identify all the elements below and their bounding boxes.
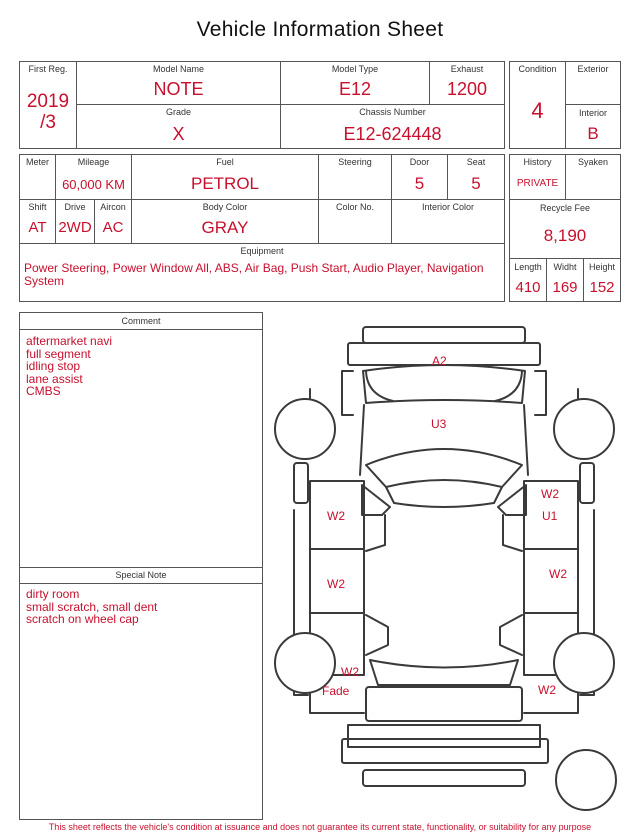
aircon-value: AC [102, 219, 124, 236]
first-reg-year: 2019 [26, 91, 70, 112]
spare-wheel [556, 750, 616, 810]
comment-panel [19, 312, 263, 568]
recycle-fee-label: Recycle Fee [539, 203, 591, 213]
right-front-wheel [554, 399, 614, 459]
body-color-label: Body Color [202, 202, 248, 212]
left-front-wheel [275, 399, 335, 459]
interior-label: Interior [578, 108, 607, 118]
drive-value: 2WD [58, 219, 92, 236]
equipment-cell [19, 243, 505, 302]
aircon-cell [94, 199, 132, 244]
door-label: Door [409, 157, 430, 167]
drive-cell [55, 199, 95, 244]
first-reg-label: First Reg. [28, 64, 68, 74]
grade-cell [76, 104, 281, 149]
special-note-label: Special Note [115, 570, 167, 580]
color-no-label: Color No. [335, 202, 374, 212]
comment-line: lane assist [26, 371, 83, 386]
damage-mark-u1: U1 [542, 509, 558, 523]
damage-mark-left-front: W2 [327, 509, 345, 523]
syaken-cell [565, 154, 621, 200]
history-cell [509, 154, 566, 200]
special-note-line: small scratch, small dent [26, 599, 158, 614]
length-label: Length [514, 262, 542, 272]
special-note-list [26, 588, 157, 626]
seat-cell [447, 154, 505, 200]
history-value: PRIVATE [516, 178, 559, 189]
fuel-value: PETROL [190, 174, 260, 193]
damage-mark-right-front: W2 [541, 487, 559, 501]
shift-label: Shift [28, 202, 47, 212]
comment-list [26, 335, 112, 398]
length-cell [509, 258, 547, 302]
damage-mark-left-rear: W2 [327, 577, 345, 591]
model-type-value: E12 [338, 79, 372, 99]
damage-mark-left-bottom: W2 [341, 665, 359, 679]
mileage-value: 60,000 KM [62, 177, 125, 192]
special-note-line: dirty room [26, 587, 80, 601]
width-value: 169 [552, 279, 578, 296]
equipment-label: Equipment [240, 246, 284, 256]
damage-mark-fade: Fade [322, 684, 350, 698]
damage-mark-right-mid: W2 [549, 567, 567, 581]
car-damage-diagram [270, 315, 630, 835]
comment-line: idling stop [26, 359, 81, 373]
steering-cell [318, 154, 392, 200]
seat-value: 5 [471, 174, 481, 193]
interior-color-cell [391, 199, 505, 244]
seat-label: Seat [466, 157, 486, 167]
special-note-panel [19, 567, 263, 820]
exhaust-value: 1200 [446, 79, 488, 99]
chassis-value: E12-624448 [343, 124, 442, 144]
comment-label: Comment [121, 316, 161, 326]
model-name-value: NOTE [153, 79, 204, 99]
interior-color-label: Interior Color [421, 202, 475, 212]
exterior-cell [565, 61, 621, 105]
width-label: Widht [553, 262, 577, 272]
damage-mark-u3: U3 [431, 417, 447, 431]
damage-mark-a2: A2 [432, 354, 447, 368]
body-color-value: GRAY [201, 218, 249, 237]
recycle-fee-cell [509, 199, 621, 259]
interior-cell [565, 104, 621, 149]
recycle-fee-value: 8,190 [543, 226, 587, 245]
disclaimer-footer: This sheet reflects the vehicle's condition at issuance and does not guarantee its current state, functionality, or suitability for any purpose [48, 822, 592, 832]
meter-cell [19, 154, 56, 200]
sheet-title: Vehicle Information Sheet [196, 18, 444, 41]
door-value: 5 [414, 174, 425, 193]
mileage-cell [55, 154, 132, 200]
aircon-label: Aircon [100, 202, 126, 212]
body-color-cell [131, 199, 319, 244]
grade-label: Grade [165, 107, 191, 117]
exhaust-label: Exhaust [450, 64, 484, 74]
special-note-line: scratch on wheel cap [26, 612, 139, 626]
height-cell [583, 258, 621, 302]
shift-value: AT [28, 219, 47, 236]
comment-line: aftermarket navi [26, 334, 113, 348]
height-value: 152 [589, 279, 615, 296]
grade-value: X [172, 124, 185, 144]
door-cell [391, 154, 448, 200]
fuel-cell [131, 154, 319, 200]
first-reg-cell [19, 61, 77, 149]
exterior-label: Exterior [577, 64, 609, 74]
chassis-label: Chassis Number [359, 107, 426, 117]
comment-line: CMBS [26, 384, 61, 398]
damage-mark-right-bottom: W2 [538, 683, 556, 697]
steering-label: Steering [338, 157, 372, 167]
drive-label: Drive [64, 202, 86, 212]
syaken-label: Syaken [577, 157, 609, 167]
model-type-label: Model Type [331, 64, 379, 74]
model-name-label: Model Name [152, 64, 205, 74]
right-rear-wheel [554, 633, 614, 693]
comment-line: full segment [26, 346, 91, 361]
exhaust-cell [429, 61, 505, 105]
length-value: 410 [515, 279, 541, 296]
history-label: History [523, 157, 552, 167]
equipment-value: Power Steering, Power Window All, ABS, Air Bag, Push Start, Audio Player, Navigation System [24, 261, 484, 288]
color-no-cell [318, 199, 392, 244]
shift-cell [19, 199, 56, 244]
fuel-label: Fuel [216, 157, 234, 167]
mileage-label: Mileage [77, 157, 110, 167]
model-type-cell [280, 61, 430, 105]
condition-value: 4 [531, 98, 544, 123]
height-label: Height [588, 262, 615, 272]
condition-label: Condition [518, 64, 557, 74]
width-cell [546, 258, 584, 302]
chassis-cell [280, 104, 505, 149]
meter-label: Meter [25, 157, 49, 167]
condition-cell [509, 61, 566, 149]
model-name-cell [76, 61, 281, 105]
interior-value: B [587, 124, 599, 143]
first-reg-month: /3 [40, 112, 56, 133]
